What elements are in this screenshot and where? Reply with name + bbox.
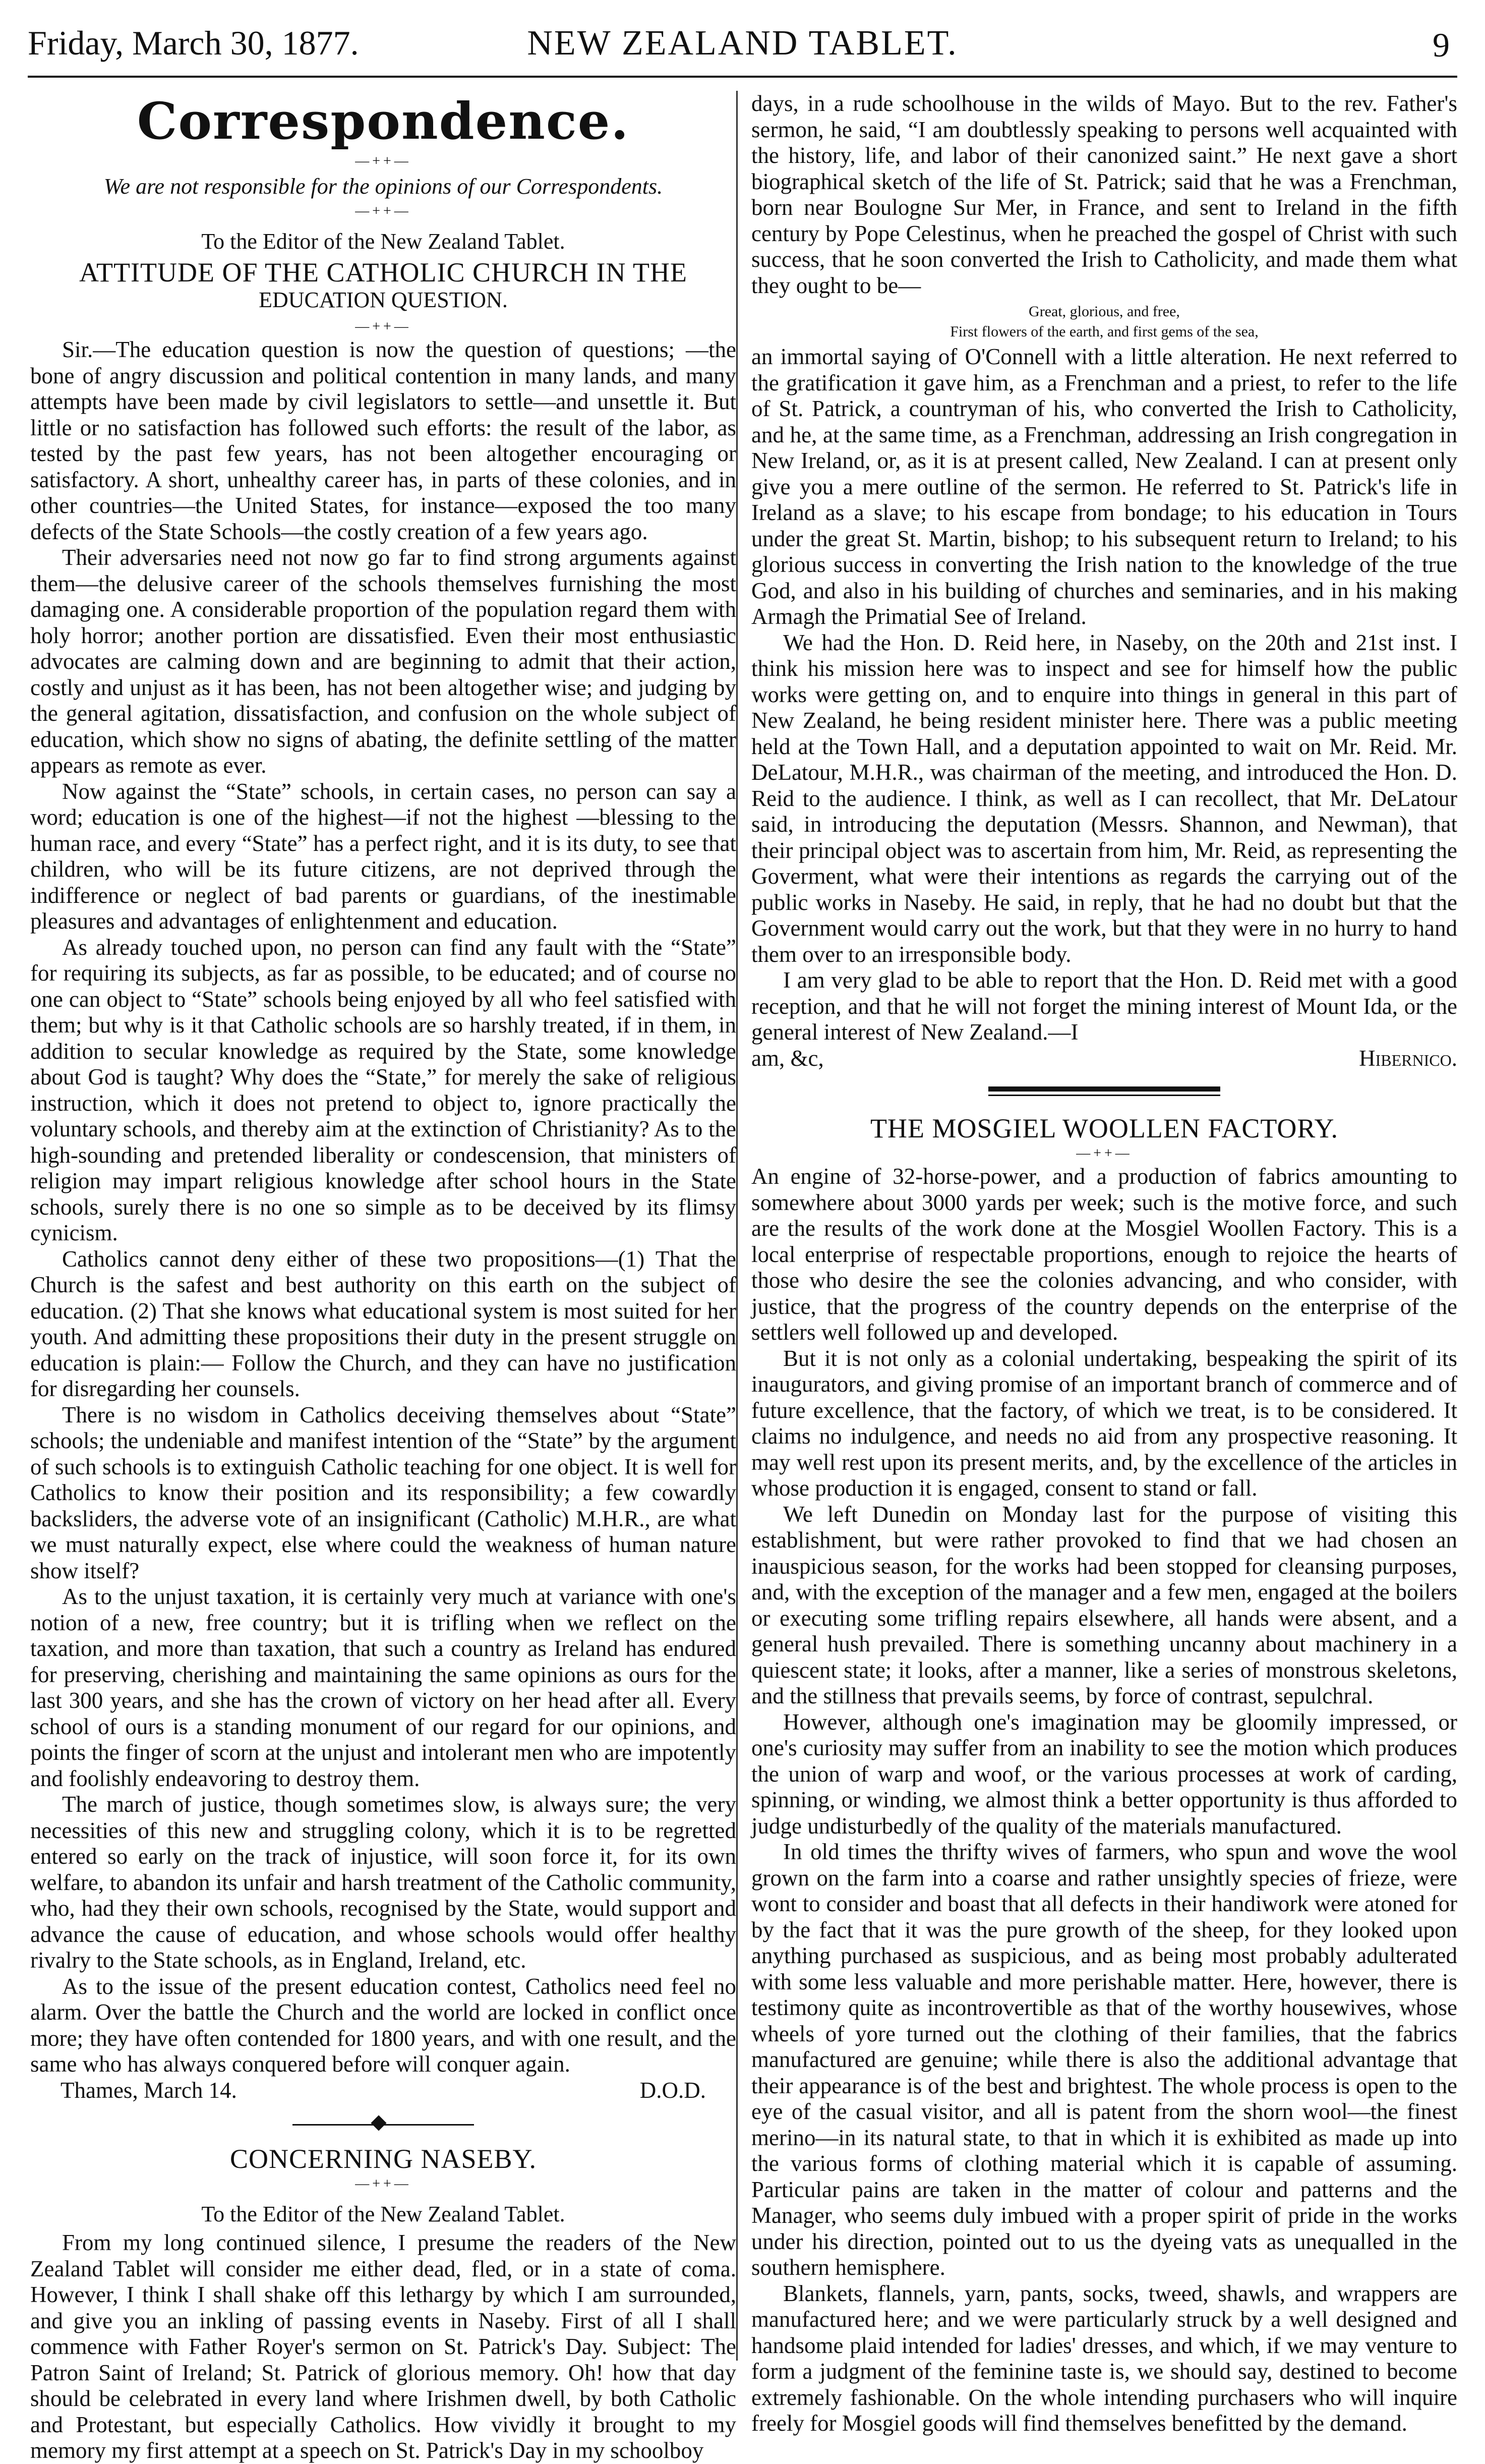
right-column: [751, 91, 1457, 2437]
article-paragraph: But it is not only as a colonial undertaking, bespeaking the spirit of its inaugurators, and giving promise of an important branch of commerce and of future excellence, that the factory, of which we treat, is to be considered. It claims no indulgence, and needs no aid from any prospective reasoning. It may well rest upon its present merits, and, by the excellence of the articles in whose production it is engaged, consent to stand or fall.: [751, 1345, 1457, 1501]
article-paragraph: an immortal saying of O'Connell with a little alteration. He next referred to the gratification it gave him, as a Frenchman and a priest, to refer to the life of St. Patrick, a countryman of his, who converted the Irish to Catholicity, and he, at the same time, as a Frenchman, addressing an Irish congregation in New Ireland, or, as it is at present called, New Zealand. I can at present only give you a mere outline of the sermon. He referred to St. Patrick's life in Ireland as a slave; to his escape from bondage; to his education in Tours under the great St. Martin, bishop; to his subsequent return to Ireland; to his glorious success in converting the Irish nation to the knowledge of the true God, and also in his building of churches and seminaries, and in his making Armagh the Primatial See of Ireland.: [751, 344, 1457, 629]
section-divider: [30, 2114, 736, 2135]
ornament-rule: —++—: [355, 2176, 411, 2192]
article-paragraph: I am very glad to be able to report that the Hon. D. Reid met with a good reception, and that he will not forget the mining interest of Mount Ida, or the general interest of New Zealand.—I: [751, 967, 1457, 1045]
issue-date: Friday, March 30, 1877.: [28, 24, 359, 62]
article-paragraph: Their adversaries need not now go far to find strong arguments against them—the delusive career of the schools themselves furnishing the most damaging one. A considerable proportion of the population regard them with holy horror; another portion are dissatisfied. Even their most enthusiastic advocates are calming down and are beginning to admit that their action, costly and unjust as it has been, has not been altogether wise; and judging by the general agitation, dissatisfaction, and confusion on the whole subject of education, which show no signs of abating, the definite settling of the matter appears as remote as ever.: [30, 545, 736, 778]
verse-line: Great, glorious, and free,: [1029, 303, 1180, 320]
article-title: ATTITUDE OF THE CATHOLIC CHURCH IN THE: [79, 257, 687, 288]
diamond-ornament: [371, 2115, 386, 2131]
correspondence-disclaimer: We are not responsible for the opinions of our Correspondents.: [103, 174, 663, 199]
article-title: THE MOSGIEL WOOLLEN FACTORY.: [870, 1113, 1339, 1143]
article-paragraph: From my long continued silence, I presume the readers of the New Zealand Tablet will consider me either dead, fled, or in a state of coma. However, I think I shall shake off this lethargy by which I am surrounded, and give you an inkling of passing events in Naseby. First of all I shall commence with Father Royer's sermon on St. Patrick's Day. Subject: The Patron Saint of Ireland; St. Patrick of glorious memory. Oh! how that day should be celebrated in every land where Irishmen dwell, by both Catholic and Protestant, but especially Catholics. How vividly it brought to my memory my first attempt at a speech on St. Patrick's Day in my schoolboy: [30, 2230, 736, 2463]
ornament-rule: —++—: [355, 153, 411, 169]
author-signature: D.O.D.: [639, 2077, 706, 2103]
article-paragraph: However, although one's imagination may be gloomily impressed, or one's curiosity may suffer from an inability to see the motion which produces the union of warp and woof, or the various processes at work of carding, spinning, or winding, we almost think a better opportunity is thus afforded to judge undisturbedly of the quality of the materials manufactured.: [751, 1709, 1457, 1839]
correspondence-heading: Correspondence.: [137, 91, 630, 151]
left-column: [30, 91, 736, 2464]
article-paragraph: As already touched upon, no person can find any fault with the “State” for requiring its subjects, as far as possible, to be educated; and of course no one can object to “State” schools being enjoyed by all who feel satisfied with them; but why is it that Catholic schools are so harshly treated, if in them, in addition to secular knowledge as required by the State, some knowledge about God is taught? Why does the “State,” for merely the sake of religious instruction, which it does not pretend to object to, ignore practically the voluntary schools, and thereby aim at the extinction of Christianity? As to the high-sounding and pretended liberality or condescension, that ministers of religion may impart religious knowledge after school hours in the State schools, surely there is no one so simple as to be deceived by its flimsy cynicism.: [30, 934, 736, 1245]
article-title: CONCERNING NASEBY.: [229, 2144, 537, 2174]
to-editor-line: To the Editor of the New Zealand Tablet.: [201, 2202, 565, 2226]
article-paragraph: Catholics cannot deny either of these two propositions—(1) That the Church is the safest and best authority on this earth on the subject of education. (2) That she knows what educational system is most suited for her youth. And admitting these propositions their duty in the present struggle on education is plain:— Follow the Church, and they can have no justification for disregarding her counsels.: [30, 1246, 736, 1401]
article-paragraph: There is no wisdom in Catholics deceiving themselves about “State” schools; the undeniable and manifest intention of the “State” by the argument of such schools is to extinguish Catholic teaching for one object. It is well for Catholics to know their position and its responsibility; a few cowardly backsliders, the adverse vote of an insignificant (Catholic) M.H.R., are what we must naturally expect, else where could the weakness of human nature show itself?: [30, 1402, 736, 1583]
article-signoff: [751, 1046, 1457, 1072]
author-signature: Hibernico.: [1359, 1045, 1457, 1071]
article-paragraph: Now against the “State” schools, in certain cases, no person can say a word; education is one of the highest—if not the highest —blessing to the human race, and every “State” has a perfect right, and it is its duty, to see that children, who will be its future citizens, are not deprived through the indifference or neglect of bad parents or guardians, of the inestimable pleasures and advantages of enlightenment and education.: [30, 778, 736, 934]
article-signoff: [30, 2078, 736, 2104]
page-number: 9: [1433, 26, 1450, 64]
masthead: [28, 14, 1457, 78]
article-paragraph: We had the Hon. D. Reid here, in Naseby, on the 20th and 21st inst. I think his mission here was to inspect and see for himself how the public works were getting on, and to enquire into things in general in this part of New Zealand, he being resident minister here. There was a public meeting held at the Town Hall, and a deputation appointed to wait on Mr. Reid. Mr. DeLatour, M.H.R., was chairman of the meeting, and introduced the Hon. D. Reid to the audience. I think, as well as I can recollect, that Mr. DeLatour said, in introducing the deputation (Messrs. Shannon, and Newman), that their principal object was to ascertain from him, Mr. Reid, as representing the Goverment, what were their intentions as regards the carrying out of the public works in Naseby. He said, in reply, that he had no doubt but that the Government would carry out the work, but that they were in no hurry to hand them over to an irresponsible body.: [751, 629, 1457, 967]
closing-phrase: am, &c,: [751, 1045, 824, 1071]
article-paragraph: An engine of 32-horse-power, and a production of fabrics amounting to somewhere about 3000 yards per week; such is the motive force, and such are the results of the work done at the Mosgiel Woollen Factory. This is a local enterprise of respectable proportions, enough to rejoice the hearts of those who desire the see the colonies advancing, and who consider, with justice, that the progress of the country depends on the enterprise of the settlers well followed up and developed.: [751, 1164, 1457, 1345]
article-subtitle: EDUCATION QUESTION.: [259, 288, 508, 312]
newspaper-title: NEW ZEALAND TABLET.: [527, 24, 958, 63]
article-paragraph: In old times the thrifty wives of farmers, who spun and wove the wool grown on the farm into a coarse and rather unsightly species of frieze, were wont to consider and boast that all defects in their handiwork were atoned for by the fact that it was the pure growth of the sheep, for they looked upon anything purchased as suspicious, and as being most probably adulterated with some less valuable and more perishable matter. Here, however, there is testimony quite as incontrovertible as that of the worthy housewives, whose wheels of yore turned out the clothing of their families, that the fabrics manufactured are genuine; while there is also the additional advantage that their appearance is of the best and brightest. The whole process is open to the eye of the casual visitor, and all is patent from the shorn wool—the finest merino—in its natural state, to that in which it is exhibited as made up into the various forms of clothing material which it is capable of assuming. Particular pains are taken in the matter of colour and patterns and the Manager, who seems duly imbued with a proper spirit of pride in the works under his direction, pointed out to us the dyeing vats as unequalled in the southern hemisphere.: [751, 1839, 1457, 2280]
section-divider: [988, 1086, 1220, 1096]
column-divider: [736, 91, 738, 2361]
ornament-rule: —++—: [1076, 1145, 1133, 1161]
article-paragraph: As to the issue of the present education contest, Catholics need feel no alarm. Over the battle the Church and the world are locked in conflict once more; they have often contended for 1800 years, and with one result, and the same who has always conquered before will conquer again.: [30, 1973, 736, 2077]
quoted-verse: [751, 302, 1457, 342]
article-paragraph: As to the unjust taxation, it is certainly very much at variance with one's notion of a new, free country; but it is trifling when we reflect on the taxation, and more than taxation, that such a country as Ireland has endured for preserving, cherishing and maintaining the same opinions as ours for the last 300 years, and she has the crown of victory on her head after all. Every school of ours is a standing monument of our regard for our opinions, and points the finger of scorn at the unjust and intolerant men who are impotently and foolishly endeavoring to destroy them.: [30, 1584, 736, 1791]
article-paragraph: days, in a rude schoolhouse in the wilds of Mayo. But to the rev. Father's sermon, he said, “I am doubtlessly speaking to persons well acquainted with the history, life, and labor of their canonized saint.” He next gave a short biographical sketch of the life of St. Patrick; said that he was a Frenchman, born near Boulogne Sur Mer, in France, and sent to Ireland in the fifth century by Pope Celestinus, when he preached the gospel of Christ with such success, that he soon converted the Irish to Catholicity, and made them what they ought to be—: [751, 91, 1457, 298]
to-editor-line: To the Editor of the New Zealand Tablet.: [201, 229, 565, 254]
ornament-rule: —++—: [355, 319, 411, 334]
ornament-rule: —++—: [355, 203, 411, 219]
article-paragraph: We left Dunedin on Monday last for the purpose of visiting this establishment, but were rather provoked to find that we had chosen an inauspicious season, for the works had been stopped for cleansing purposes, and, with the exception of the manager and a few men, engaged at the boilers or executing some trifling repairs elsewhere, all hands were absent, and a general hush prevailed. There is something uncanny about machinery in a quiescent state; it looks, after a manner, like a series of monstrous skeletons, and the stillness that prevails seems, by force of contrast, sepulchral.: [751, 1501, 1457, 1708]
place-date: Thames, March 14.: [61, 2077, 237, 2103]
verse-line: First flowers of the earth, and first gems of the sea,: [950, 323, 1259, 340]
article-paragraph: The march of justice, though sometimes slow, is always sure; the very necessities of this new and struggling colony, which it is to be regretted entered so early on the track of injustice, will soon force it, for its own welfare, to abandon its unfair and harsh treatment of the Catholic community, who, had they their own schools, recognised by the State, would support and advance the cause of education, and whose schools would offer healthy rivalry to the State schools, as in England, Ireland, etc.: [30, 1792, 736, 1973]
article-paragraph: Blankets, flannels, yarn, pants, socks, tweed, shawls, and wrappers are manufactured here; and we were particularly struck by a well designed and handsome plaid intended for ladies' dresses, and which, if we may venture to form a judgment of the feminine taste is, we should say, destined to become extremely fashionable. On the whole intending purchasers who will inquire freely for Mosgiel goods will find themselves benefitted by the demand.: [751, 2280, 1457, 2436]
article-paragraph: Sir.—The education question is now the question of questions; —the bone of angry discussion and political contention in many lands, and many attempts have been made by civil legislators to settle—and unsettle it. But little or no satisfaction has followed such efforts: the result of the labor, as tested by the past few years, has not been altogether encouraging or satisfactory. A short, unhealthy career has, in parts of these colonies, and in other countries—the United States, for instance—exposed the too many defects of the State Schools—the costly creation of a few years ago.: [30, 337, 736, 544]
